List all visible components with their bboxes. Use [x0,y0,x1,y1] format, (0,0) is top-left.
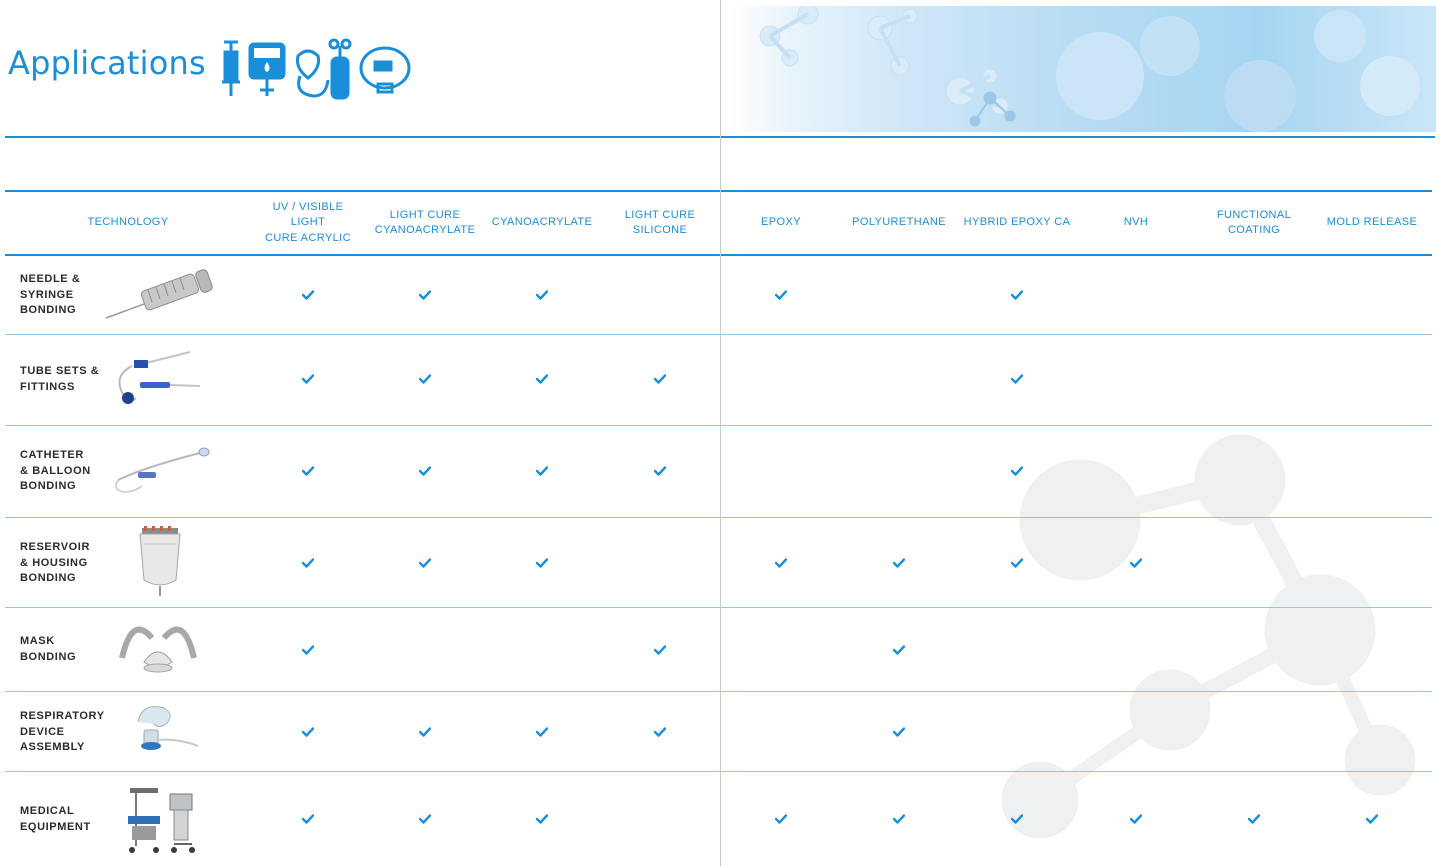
header-banner-image [730,6,1436,132]
header-bottom-rule [5,254,1432,256]
background-molecule-graphic [720,330,1440,866]
oxygen-mask-icon [297,51,328,96]
needle-syringe-image [104,268,216,324]
check-icon [536,466,548,476]
check-icon [654,727,666,737]
check-icon [536,558,548,568]
check-icon [419,290,431,300]
check-icon [1248,814,1260,824]
check-icon [654,466,666,476]
reservoir-image [132,526,188,598]
oxygen-tank-icon [330,40,350,98]
check-icon [302,290,314,300]
iv-bag-icon [250,44,284,96]
check-icon [419,558,431,568]
check-icon [302,727,314,737]
row-label: NEEDLE & SYRINGE BONDING [20,273,81,316]
page-spread-divider [720,0,721,866]
check-icon [1011,374,1023,384]
check-icon [1130,558,1142,568]
column-header: MOLD RELEASE [1326,216,1418,229]
row-divider [5,334,1432,335]
technology-header: TECHNOLOGY [87,216,169,229]
check-icon [775,290,787,300]
check-icon [775,558,787,568]
check-icon [775,814,787,824]
catheter-image [108,440,212,500]
check-icon [1366,814,1378,824]
check-icon [1011,814,1023,824]
syringe-icon [222,42,240,96]
tubing-set-icon [361,48,409,92]
row-label: MASK BONDING [20,635,77,663]
column-header: LIGHT CURE SILICONE [624,208,696,236]
check-icon [302,374,314,384]
check-icon [302,466,314,476]
check-icon [536,290,548,300]
row-divider [5,771,1432,772]
row-label: RESERVOIR & HOUSING BONDING [20,541,90,584]
column-header: EPOXY [761,216,801,229]
check-icon [419,727,431,737]
check-icon [1130,814,1142,824]
respiratory-device-image [122,700,206,760]
check-icon [302,558,314,568]
check-icon [893,645,905,655]
row-label: MEDICAL EQUIPMENT [20,805,91,833]
check-icon [654,645,666,655]
check-icon [1011,290,1023,300]
column-header: CYANOACRYLATE [491,216,593,229]
check-icon [654,374,666,384]
mask-image [116,614,200,678]
check-icon [419,466,431,476]
row-label: TUBE SETS & FITTINGS [20,365,100,393]
row-label: CATHETER & BALLOON BONDING [20,449,91,492]
check-icon [302,645,314,655]
check-icon [893,558,905,568]
column-header: FUNCTIONAL COATING [1216,208,1292,236]
check-icon [1011,466,1023,476]
row-divider [5,607,1432,608]
medical-icons-group [220,38,420,100]
column-header: NVH [1123,216,1149,229]
check-icon [536,814,548,824]
column-header: POLYURETHANE [852,216,946,229]
column-header: LIGHT CURE CYANOACRYLATE [374,208,476,236]
row-divider [5,517,1432,518]
check-icon [302,814,314,824]
row-divider [5,425,1432,426]
check-icon [536,727,548,737]
medical-equipment-image [124,782,200,856]
check-icon [1011,558,1023,568]
row-divider [5,691,1432,692]
check-icon [893,814,905,824]
check-icon [419,374,431,384]
check-icon [536,374,548,384]
page-title: Applications [8,44,206,82]
column-header: HYBRID EPOXY CA [963,216,1071,229]
check-icon [419,814,431,824]
tube-set-image [112,346,204,412]
row-label: RESPIRATORY DEVICE ASSEMBLY [20,710,105,753]
check-icon [893,727,905,737]
column-header: UV / VISIBLE LIGHT CURE ACRYLIC [265,200,351,244]
